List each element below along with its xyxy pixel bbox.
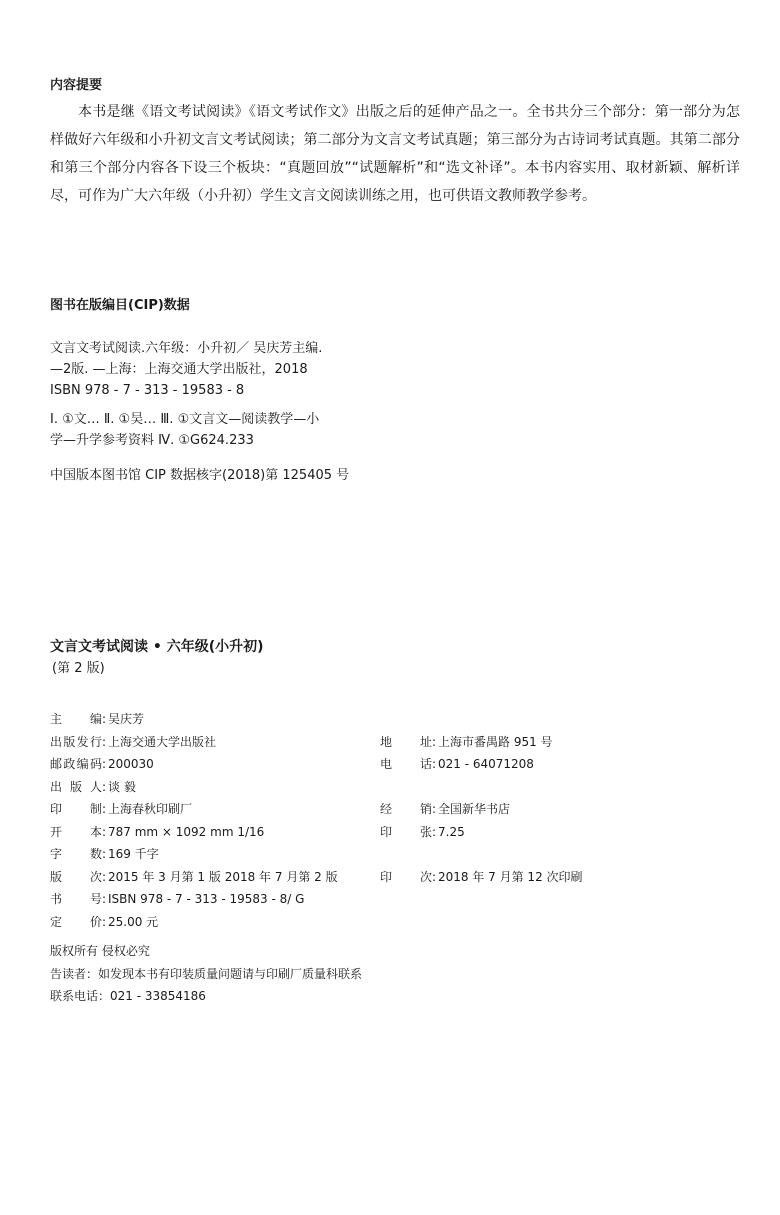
postcode-value: 200030 [108,757,154,771]
postcode-label: 邮政编码 [50,757,102,771]
publisher-value: 上海交通大学出版社 [108,734,217,749]
format-label: 开本 [50,824,102,839]
cip-data [50,296,550,486]
cip-line: —2版. —上海：上海交通大学出版社，2018 [50,362,308,377]
book-edition: (第 2 版) [52,661,105,676]
contact-phone: 联系电话：021 - 33854186 [50,989,206,1003]
price-value: 25.00 元 [108,914,159,929]
cip-line: 学—升学参考资料 Ⅳ. ①G624.233 [50,433,254,448]
summary-title: 内容提要 [50,78,103,93]
info-row: 定价 : 25.00 元 [50,911,730,934]
cip-catalog-number: 中国版本图书馆 CIP 数据核字(2018)第 125405 号 [50,468,350,483]
copyright-reserved: 版权所有 侵权必究 [50,944,150,958]
sheets-label: 印张 [380,824,432,839]
cip-line: Ⅰ. ①文… Ⅱ. ①吴… Ⅲ. ①文言文—阅读教学—小 [50,412,320,427]
cip-title: 图书在版编目(CIP)数据 [50,298,190,313]
info-row: 出版人 : 谈 毅 [50,776,730,799]
book-title: 文言文考试阅读 • 六年级(小升初) [50,639,264,655]
printing-label: 印次 [380,869,432,884]
pubperson-label: 出版人 [50,779,102,794]
editor-label: 主编 [50,712,102,726]
words-value: 169 千字 [108,847,159,861]
editor-value: 吴庆芳 [108,712,145,726]
distributor-label: 经销 [380,802,432,816]
info-row: 印制 : 上海春秋印刷厂 经销 : 全国新华书店 [50,798,730,821]
cip-lines [50,338,550,486]
printer-label: 印制 [50,802,102,816]
publication-info [50,708,730,933]
edition-label: 版次 [50,869,102,884]
edition-value: 2015 年 3 月第 1 版 2018 年 7 月第 2 版 [108,869,338,884]
price-label: 定价 [50,914,102,929]
content-summary [50,76,740,210]
phone-value: 021 - 64071208 [438,757,534,771]
info-row: 字数 : 169 千字 [50,843,730,866]
publisher-label: 出版发行 [50,734,102,749]
info-row: 主编 : 吴庆芳 [50,708,730,731]
info-row: 版次 : 2015 年 3 月第 1 版 2018 年 7 月第 2 版 印次 : 2018 年 7 月第 12 次印刷 [50,866,730,889]
info-row: 开本 : 787 mm × 1092 mm 1/16 印张 : 7.25 [50,821,730,844]
printing-value: 2018 年 7 月第 12 次印刷 [438,869,583,884]
distributor-value: 全国新华书店 [438,802,511,816]
address-label: 地址 [380,734,432,749]
words-label: 字数 [50,847,102,861]
cip-line: 文言文考试阅读.六年级：小升初／ 吴庆芳主编. [50,341,323,356]
phone-label: 电话 [380,757,432,771]
pubperson-value: 谈 毅 [108,779,136,794]
address-value: 上海市番禺路 951 号 [438,734,553,749]
rights-notice [50,940,650,1008]
info-row: 出版发行 : 上海交通大学出版社 地址 : 上海市番禺路 951 号 [50,731,730,754]
info-row: 邮政编码 : 200030 电话 : 021 - 64071208 [50,753,730,776]
reader-notice: 告读者：如发现本书有印装质量问题请与印刷厂质量科联系 [50,966,363,981]
format-value: 787 mm × 1092 mm 1/16 [108,824,265,839]
printer-value: 上海春秋印刷厂 [108,802,193,816]
cip-line: ISBN 978 - 7 - 313 - 19583 - 8 [50,383,245,398]
isbn-label: 书号 [50,892,102,906]
info-row: 书号 : ISBN 978 - 7 - 313 - 19583 - 8/ G [50,888,730,911]
sheets-value: 7.25 [438,824,465,839]
book-heading [50,636,730,680]
summary-text: 本书是继《语文考试阅读》《语文考试作文》出版之后的延伸产品之一。全书共分三个部分：第一部分为怎样做好六年级和小升初文言文考试阅读；第二部分为文言文考试真题；第三部分为古诗词考试真题。其第二部分和第三个部分内容各下设三个板块：“真题回放”“试题解析”和“选文补译”。本书内容实用、取材新颖、解析详尽，可作为广大六年级（小升初）学生文言文阅读训练之用，也可供语文教师教学参考。 [50,104,740,204]
isbn-value: ISBN 978 - 7 - 313 - 19583 - 8/ G [108,892,305,906]
